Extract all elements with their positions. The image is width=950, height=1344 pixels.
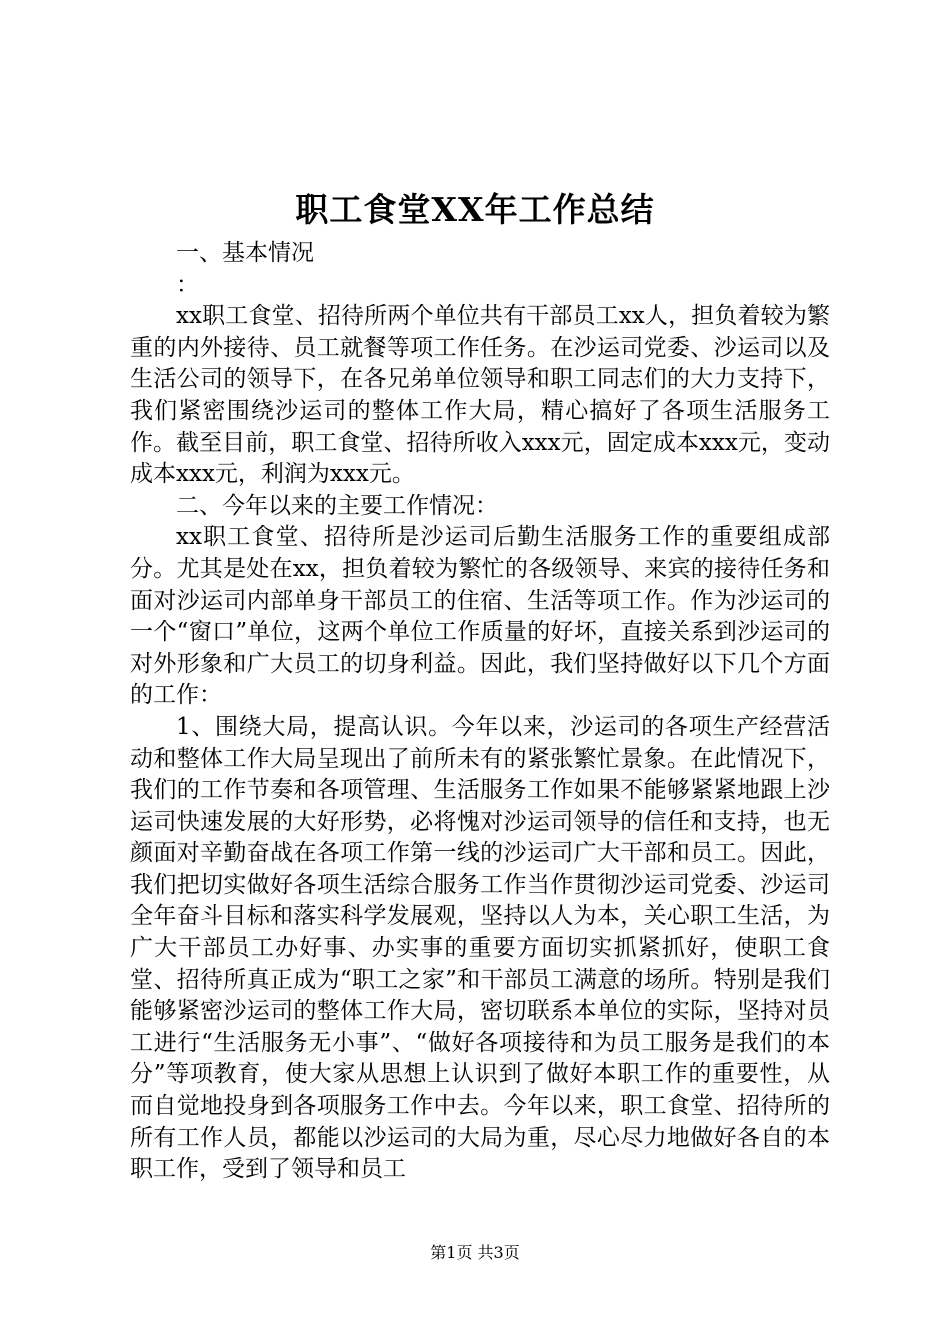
body-paragraph: 1、围绕大局，提高认识。今年以来，沙运司的各项生产经营活动和整体工作大局呈现出了前所未有的紧张繁忙景象。在此情况下，我们的工作节奏和各项管理、生活服务工作如果不能够紧紧地跟上沙运司快速发展的大好形势，必将愧对沙运司领导的信任和支持，也无颜面对辛勤奋战在各项工作第一线的沙运司广大干部和员工。因此，我们把切实做好各项生活综合服务工作当作贯彻沙运司党委、沙运司全年奋斗目标和落实科学发展观，坚持以人为本，关心职工生活，为广大干部员工办好事、办实事的重要方面切实抓紧抓好，使职工食堂、招待所真正成为“职工之家”和干部员工满意的场所。特别是我们能够紧密沙运司的整体工作大局，密切联系本单位的实际，坚持对员工进行“生活服务无小事”、“做好各项接待和为员工服务是我们的本分”等项教育，使大家从思想上认识到了做好本职工作的重要性，从而自觉地投身到各项服务工作中去。今年以来，职工食堂、招待所的所有工作人员，都能以沙运司的大局为重，尽心尽力地做好各自的本职工作，受到了领导和员工 — [130, 713, 830, 1183]
section-heading-main-work: 二、今年以来的主要工作情况： — [176, 492, 498, 519]
section-heading-basic: 一、基本情况 — [176, 240, 314, 266]
document-body — [130, 238, 830, 1186]
document-title: 职工食堂XX年工作总结 — [295, 190, 655, 229]
body-paragraph: xx职工食堂、招待所是沙运司后勤生活服务工作的重要组成部分。尤其是处在xx，担负着较为繁忙的各级领导、来宾的接待任务和面对沙运司内部单身干部员工的住宿、生活等项工作。作为沙运司的一个“窗口”单位，这两个单位工作质量的好坏，直接关系到沙运司的对外形象和广大员工的切身利益。因此，我们坚持做好以下几个方面的工作： — [130, 524, 830, 709]
body-paragraph: xx职工食堂、招待所两个单位共有干部员工xx人，担负着较为繁重的内外接待、员工就餐等项工作任务。在沙运司党委、沙运司以及生活公司的领导下，在各兄弟单位领导和职工同志们的大力支持下，我们紧密围绕沙运司的整体工作大局，精心搞好了各项生活服务工作。截至目前，职工食堂、招待所收入xxx元，固定成本xxx元，变动成本xxx元，利润为xxx元。 — [130, 303, 830, 488]
page-footer: 第1页 共3页 — [430, 1243, 520, 1262]
body-paragraph: ： — [176, 271, 199, 298]
